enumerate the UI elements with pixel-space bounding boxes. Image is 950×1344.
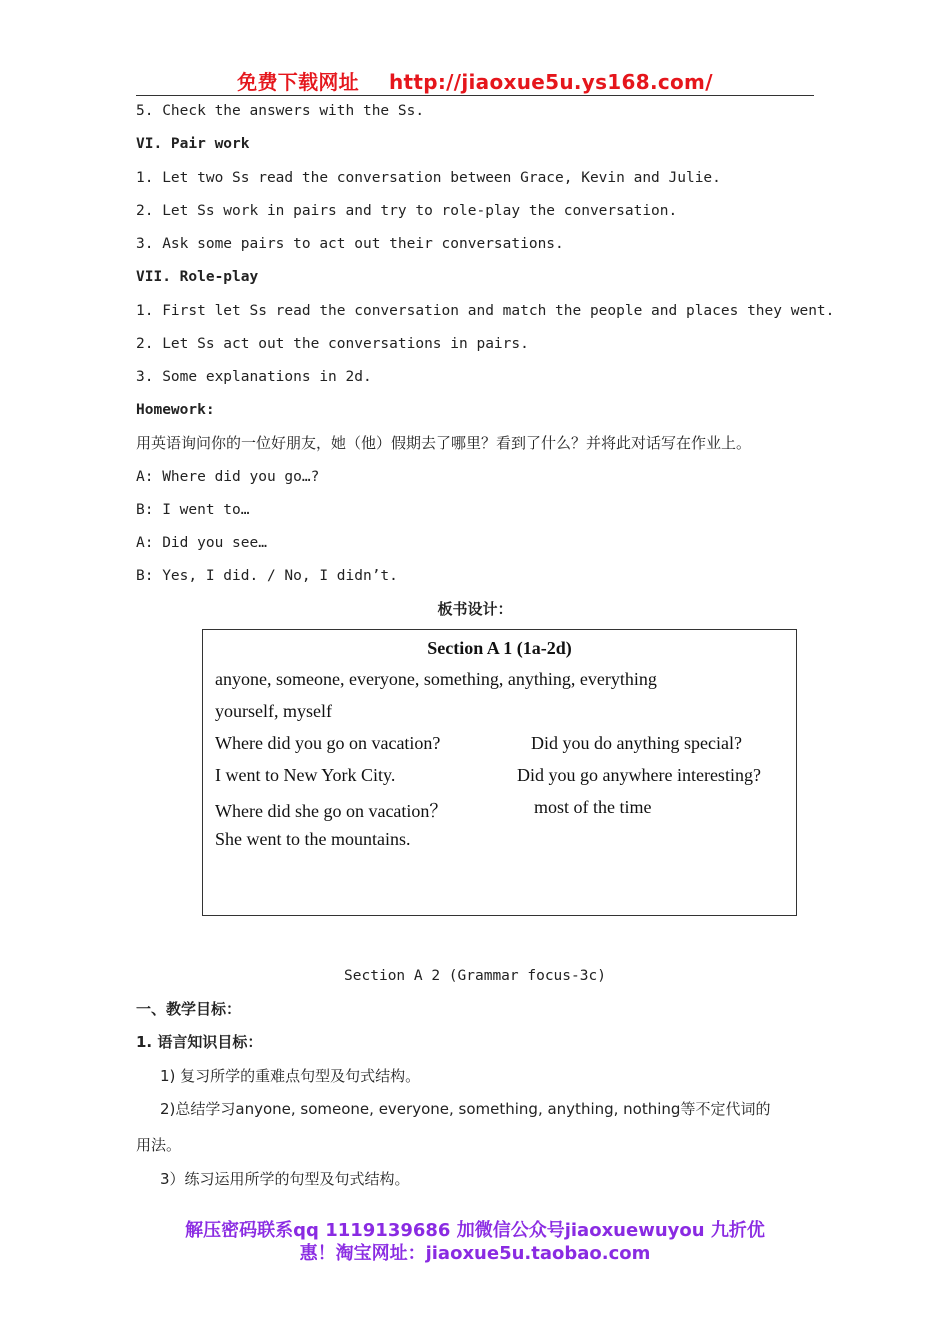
board-pronouns: anyone, someone, everyone, something, anything, everything — [215, 669, 657, 689]
homework-instruction: 用英语询问你的一位好朋友，她（他）假期去了哪里？看到了什么？并将此对话写在作业上。 — [136, 434, 752, 452]
board-question-special: Did you do anything special? — [531, 733, 742, 753]
board-question-2: Where did she go on vacation？ — [215, 801, 448, 821]
step-5: 5. Check the answers with the Ss. — [136, 103, 425, 119]
goal-3: 3）练习运用所学的句型及句式结构。 — [160, 1170, 410, 1188]
goal-2-continued: 用法。 — [136, 1136, 182, 1154]
section-title: Section A 2 (Grammar focus-3c) — [344, 968, 606, 984]
language-goals-heading: 1. 语言知识目标： — [136, 1033, 263, 1051]
footer-line-2: 惠！淘宝网址：jiaoxue5u.taobao.com — [299, 1243, 651, 1264]
board-phrase: most of the time — [534, 797, 652, 817]
page-header — [136, 66, 814, 96]
pair-work-step-3: 3. Ask some pairs to act out their conversations. — [136, 236, 564, 252]
goal-2: 2)总结学习anyone, someone, everyone, something, anything, nothing等不定代词的 — [160, 1100, 771, 1118]
dialogue-line-1: A: Where did you go…? — [136, 469, 320, 485]
header-url-link[interactable]: http://jiaoxue5u.ys168.com/ — [388, 70, 713, 94]
heading-homework: Homework: — [136, 402, 215, 418]
heading-pair-work: VI. Pair work — [136, 136, 250, 152]
header-label: 免费下载网址 — [237, 70, 359, 94]
role-play-step-1: 1. First let Ss read the conversation and match the people and places they went. — [136, 303, 835, 319]
dialogue-line-4: B: Yes, I did. / No, I didn’t. — [136, 568, 398, 584]
role-play-step-2: 2. Let Ss act out the conversations in pairs. — [136, 336, 529, 352]
goal-1: 1) 复习所学的重难点句型及句式结构。 — [160, 1067, 421, 1085]
footer-line-1: 解压密码联系qq 1119139686 加微信公众号jiaoxuewuyou 九折优 — [185, 1220, 765, 1241]
role-play-step-3: 3. Some explanations in 2d. — [136, 369, 372, 385]
dialogue-line-2: B: I went to… — [136, 502, 250, 518]
board-design-box — [202, 629, 797, 916]
objectives-heading: 一、教学目标： — [136, 1000, 242, 1018]
board-reflexives: yourself, myself — [215, 701, 332, 721]
board-question-anywhere: Did you go anywhere interesting? — [517, 765, 761, 785]
dialogue-line-3: A: Did you see… — [136, 535, 267, 551]
heading-role-play: VII. Role-play — [136, 269, 259, 285]
pair-work-step-1: 1. Let two Ss read the conversation between Grace, Kevin and Julie. — [136, 170, 721, 186]
board-question-1: Where did you go on vacation? — [215, 733, 441, 753]
board-answer-2: She went to the mountains. — [215, 829, 411, 849]
board-answer-1: I went to New York City. — [215, 765, 396, 785]
board-title: Section A 1 (1a-2d) — [427, 638, 572, 658]
board-design-heading: 板书设计： — [437, 600, 513, 618]
pair-work-step-2: 2. Let Ss work in pairs and try to role-play the conversation. — [136, 203, 678, 219]
